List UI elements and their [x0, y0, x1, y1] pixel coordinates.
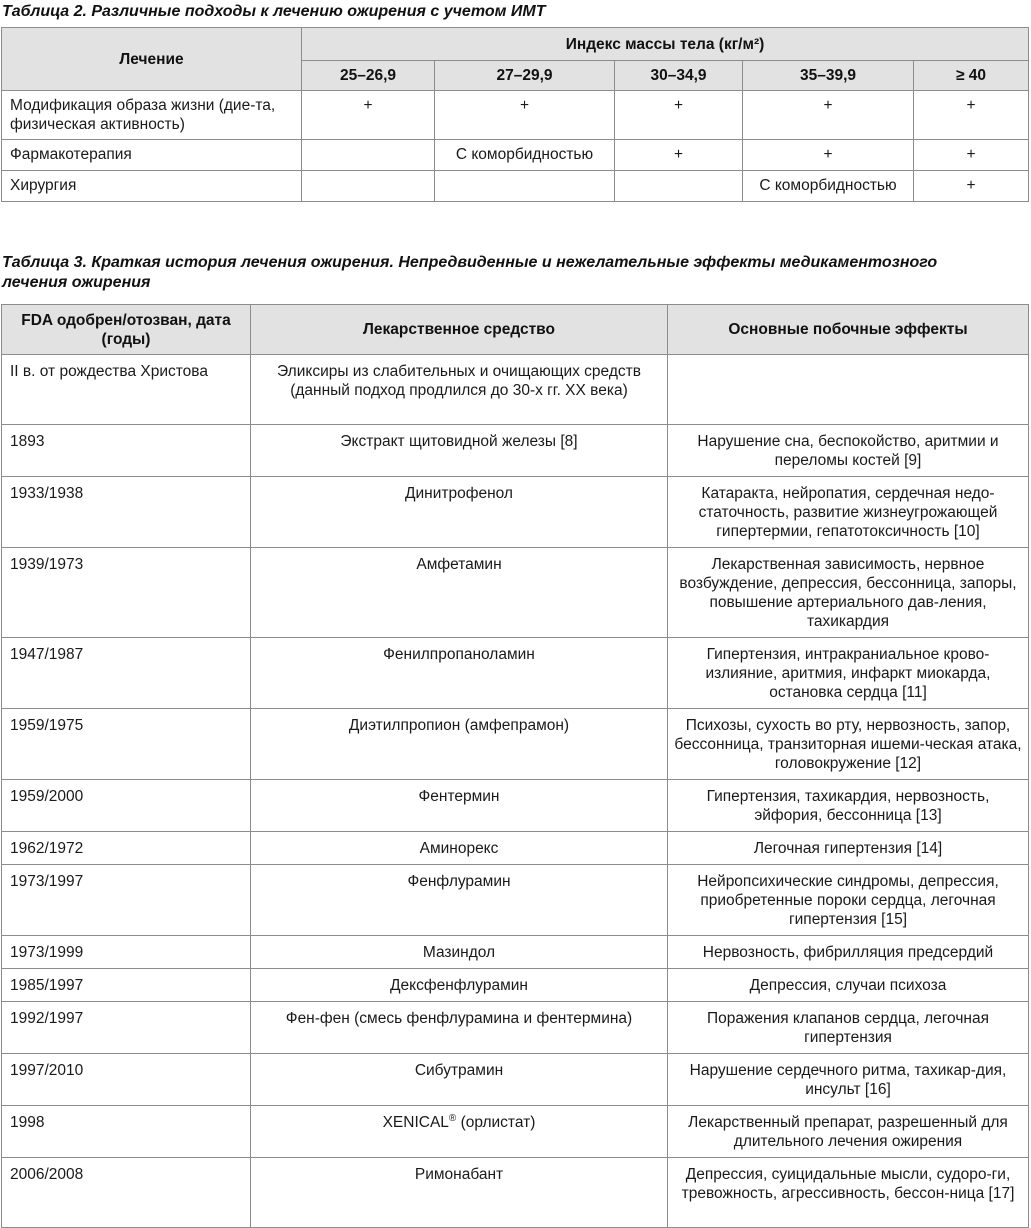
table3-caption: Таблица 3. Краткая история лечения ожирения. Непредвиденные и нежелательные эффекты медикаментозного лечения ожирения	[2, 254, 938, 291]
effects-cell: Лекарственный препарат, разрешенный для длительного лечения ожирения	[668, 1106, 1029, 1158]
drug-cell: Экстракт щитовидной железы [8]	[251, 425, 668, 477]
bmi-column-header: ≥ 40	[914, 61, 1029, 91]
effects-cell: Психозы, сухость во рту, нервозность, запор, бессонница, транзиторная ишеми-ческая атака, головокружение [12]	[668, 709, 1029, 780]
effects-cell: Легочная гипертензия [14]	[668, 832, 1029, 865]
table-row	[2, 780, 1029, 832]
table-cell	[615, 171, 743, 202]
header-effects: Основные побочные эффекты	[668, 305, 1029, 355]
date-cell: 1893	[2, 425, 251, 477]
drug-cell: Эликсиры из слабительных и очищающих средств (данный подход продлился до 30-х гг. XX века)	[251, 355, 668, 425]
bmi-treatment-table	[1, 27, 1029, 202]
bmi-column-header: 35–39,9	[743, 61, 914, 91]
table-cell: +	[435, 91, 615, 140]
effects-cell: Поражения клапанов сердца, легочная гипертензия	[668, 1002, 1029, 1054]
table-row	[2, 140, 1029, 171]
drug-cell: Фен-фен (смесь фенфлурамина и фентермина)	[251, 1002, 668, 1054]
table-cell	[435, 171, 615, 202]
drug-cell: Фентермин	[251, 780, 668, 832]
header-treatment: Лечение	[2, 28, 302, 91]
effects-cell: Гипертензия, тахикардия, нервозность, эйфория, бессонница [13]	[668, 780, 1029, 832]
drug-cell: XENICAL® (орлистат)	[251, 1106, 668, 1158]
table-row	[2, 865, 1029, 936]
table-cell: +	[914, 140, 1029, 171]
date-cell: 1998	[2, 1106, 251, 1158]
date-cell: 1947/1987	[2, 638, 251, 709]
table-row	[2, 91, 1029, 140]
table-cell	[302, 171, 435, 202]
date-cell: 1973/1999	[2, 936, 251, 969]
table-row	[2, 425, 1029, 477]
effects-cell: Нейропсихические синдромы, депрессия, приобретенные пороки сердца, легочная гипертензия [15]	[668, 865, 1029, 936]
treatment-name: Фармакотерапия	[2, 140, 302, 171]
drug-cell: Амфетамин	[251, 548, 668, 638]
bmi-column-header: 27–29,9	[435, 61, 615, 91]
table-cell	[302, 140, 435, 171]
date-cell: 1962/1972	[2, 832, 251, 865]
table-cell: +	[914, 171, 1029, 202]
date-cell: 1933/1938	[2, 477, 251, 548]
date-cell: 1973/1997	[2, 865, 251, 936]
effects-cell: Гипертензия, интракраниальное крово-излияние, аритмия, инфаркт миокарда, остановка сердца [11]	[668, 638, 1029, 709]
drug-cell: Фенилпропаноламин	[251, 638, 668, 709]
drug-cell: Римонабант	[251, 1158, 668, 1228]
table-cell: +	[743, 140, 914, 171]
table-row	[2, 548, 1029, 638]
effects-cell: Депрессия, случаи психоза	[668, 969, 1029, 1002]
table-row	[2, 969, 1029, 1002]
table-cell: +	[743, 91, 914, 140]
date-cell: 1985/1997	[2, 969, 251, 1002]
treatment-name: Модификация образа жизни (дие-та, физическая активность)	[2, 91, 302, 140]
table-cell: +	[615, 91, 743, 140]
effects-cell: Нарушение сердечного ритма, тахикар-дия, инсульт [16]	[668, 1054, 1029, 1106]
table-row	[2, 1158, 1029, 1228]
drug-cell: Диэтилпропион (амфепрамон)	[251, 709, 668, 780]
effects-cell: Катаракта, нейропатия, сердечная недо-статочность, развитие жизнеугрожающей гипертермии, гепатотоксичность [10]	[668, 477, 1029, 548]
table-row	[2, 936, 1029, 969]
table-row	[2, 355, 1029, 425]
table-row	[2, 1106, 1029, 1158]
table-row	[2, 477, 1029, 548]
date-cell: 1959/1975	[2, 709, 251, 780]
header-date: FDA одобрен/отозван, дата (годы)	[2, 305, 251, 355]
table-cell: +	[914, 91, 1029, 140]
table-row	[2, 171, 1029, 202]
date-cell: II в. от рождества Христова	[2, 355, 251, 425]
effects-cell: Нервозность, фибрилляция предсердий	[668, 936, 1029, 969]
effects-cell: Нарушение сна, беспокойство, аритмии и переломы костей [9]	[668, 425, 1029, 477]
treatment-name: Хирургия	[2, 171, 302, 202]
date-cell: 1997/2010	[2, 1054, 251, 1106]
drug-cell: Фенфлурамин	[251, 865, 668, 936]
table-cell: С коморбидностью	[435, 140, 615, 171]
bmi-column-header: 25–26,9	[302, 61, 435, 91]
drug-cell: Аминорекс	[251, 832, 668, 865]
date-cell: 1992/1997	[2, 1002, 251, 1054]
drug-history-table	[1, 304, 1029, 1228]
drug-cell: Дексфенфлурамин	[251, 969, 668, 1002]
effects-cell	[668, 355, 1029, 425]
table-row	[2, 709, 1029, 780]
bmi-column-header: 30–34,9	[615, 61, 743, 91]
header-drug: Лекарственное средство	[251, 305, 668, 355]
date-cell: 1959/2000	[2, 780, 251, 832]
date-cell: 1939/1973	[2, 548, 251, 638]
table-cell: +	[615, 140, 743, 171]
table-cell: С коморбидностью	[743, 171, 914, 202]
date-cell: 2006/2008	[2, 1158, 251, 1228]
table-row	[2, 638, 1029, 709]
table-cell: +	[302, 91, 435, 140]
table2-caption: Таблица 2. Различные подходы к лечению ожирения с учетом ИМТ	[2, 3, 546, 20]
drug-cell: Динитрофенол	[251, 477, 668, 548]
effects-cell: Лекарственная зависимость, нервное возбуждение, депрессия, бессонница, запоры, повышение артериального дав-ления, тахикардия	[668, 548, 1029, 638]
drug-cell: Сибутрамин	[251, 1054, 668, 1106]
effects-cell: Депрессия, суицидальные мысли, судоро-ги, тревожность, агрессивность, бессон-ница [17]	[668, 1158, 1029, 1228]
drug-cell: Мазиндол	[251, 936, 668, 969]
table-row	[2, 1054, 1029, 1106]
header-bmi: Индекс массы тела (кг/м²)	[302, 28, 1029, 61]
table-row	[2, 1002, 1029, 1054]
table-row	[2, 832, 1029, 865]
